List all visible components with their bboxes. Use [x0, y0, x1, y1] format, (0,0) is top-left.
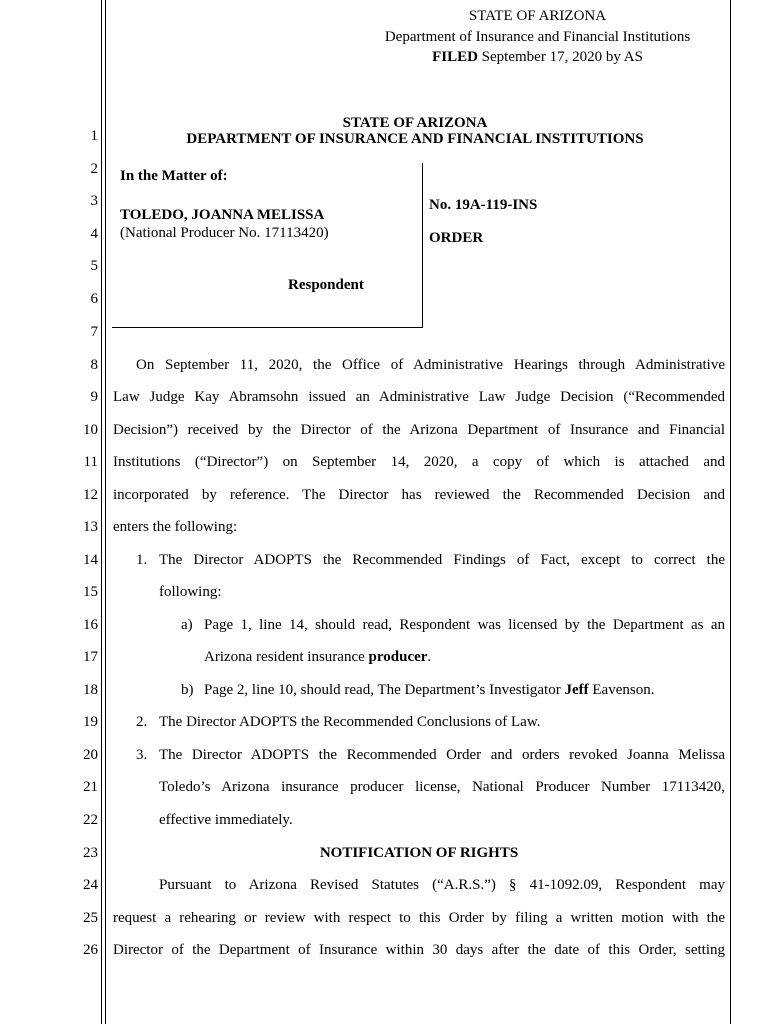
paragraph-line: Institutions (“Director”) on September 14, 2020, a copy of which is attached and	[113, 454, 725, 470]
line-number: 18	[83, 682, 98, 698]
caption-matter: In the Matter of:	[120, 168, 228, 184]
line-number: 12	[83, 487, 98, 503]
bold-correction: Jeff	[564, 682, 589, 698]
line-number: 5	[90, 258, 98, 274]
list-item-text: The Director ADOPTS the Recommended Conclusions of Law.	[159, 714, 541, 730]
stamp-filed	[350, 47, 725, 68]
caption-divider-horizontal	[112, 327, 423, 328]
line-number: 17	[83, 649, 98, 665]
document-type: ORDER	[429, 230, 484, 246]
caption-producer-number: (National Producer No. 17113420)	[120, 225, 329, 241]
filing-stamp	[350, 6, 725, 68]
left-margin-rule-inner	[105, 0, 106, 1024]
stamp-filed-date: September 17, 2020 by AS	[477, 49, 643, 65]
paragraph-line: Decision”) received by the Director of the Arizona Department of Insurance and Financial	[113, 422, 725, 438]
line-number: 21	[83, 779, 98, 795]
caption-respondent-name: TOLEDO, JOANNA MELISSA	[120, 207, 325, 223]
line-number: 16	[83, 617, 98, 633]
text-run: Arizona resident insurance	[204, 649, 369, 665]
list-item-text: The Director ADOPTS the Recommended Findings of Fact, except to correct the	[159, 552, 725, 568]
line-number: 4	[90, 226, 98, 242]
paragraph-line: Pursuant to Arizona Revised Statutes (“A.R.S.”) § 41-1092.09, Respondent may	[159, 877, 725, 893]
list-item-text: Toledo’s Arizona insurance producer license, National Producer Number 17113420,	[159, 779, 725, 795]
line-number: 19	[83, 714, 98, 730]
line-number: 23	[83, 845, 98, 861]
list-item-text: Page 1, line 14, should read, Respondent was licensed by the Department as an	[204, 617, 725, 633]
text-run: .	[427, 649, 432, 665]
line-number: 25	[83, 910, 98, 926]
header-state: STATE OF ARIZONA	[342, 115, 488, 131]
line-number: 26	[83, 942, 98, 958]
right-margin-rule	[730, 0, 731, 1024]
line-number: 11	[83, 454, 98, 470]
line-number: 3	[90, 193, 98, 209]
caption-role: Respondent	[288, 277, 364, 293]
line-number: 24	[83, 877, 98, 893]
line-number: 2	[90, 161, 98, 177]
line-number: 14	[83, 552, 98, 568]
line-number: 6	[90, 291, 98, 307]
list-marker: b)	[181, 682, 194, 698]
list-marker: a)	[181, 617, 193, 633]
list-item-text: effective immediately.	[159, 812, 293, 828]
list-item-text: The Director ADOPTS the Recommended Order and orders revoked Joanna Melissa	[159, 747, 725, 763]
caption-divider-vertical	[422, 163, 423, 328]
notification-heading: NOTIFICATION OF RIGHTS	[319, 845, 519, 861]
line-number: 1	[90, 128, 98, 144]
paragraph-line: Director of the Department of Insurance within 30 days after the date of this Order, setting	[113, 942, 725, 958]
text-run: Page 2, line 10, should read, The Department’s Investigator	[204, 682, 565, 698]
stamp-filed-label: FILED	[432, 49, 478, 65]
stamp-state: STATE OF ARIZONA	[468, 8, 607, 24]
paragraph-line: Law Judge Kay Abramsohn issued an Administrative Law Judge Decision (“Recommended	[113, 389, 725, 405]
line-number: 7	[90, 324, 98, 340]
text-run: Eavenson.	[588, 682, 655, 698]
paragraph-line: enters the following:	[113, 519, 238, 535]
bold-correction: producer	[368, 649, 428, 665]
line-number: 8	[90, 357, 98, 373]
list-marker: 1.	[136, 552, 148, 568]
paragraph-line: incorporated by reference. The Director has reviewed the Recommended Decision and	[113, 487, 725, 503]
case-number: No. 19A-119-INS	[429, 197, 538, 213]
stamp-department: Department of Insurance and Financial Institutions	[384, 28, 691, 45]
list-item-text: following:	[159, 584, 222, 600]
left-margin-rule-outer	[101, 0, 102, 1024]
line-number: 13	[83, 519, 98, 535]
line-number: 20	[83, 747, 98, 763]
line-number: 10	[83, 422, 98, 438]
line-number: 15	[83, 584, 98, 600]
line-number: 9	[90, 389, 98, 405]
list-marker: 2.	[136, 714, 148, 730]
header-department: DEPARTMENT OF INSURANCE AND FINANCIAL INSTITUTIONS	[186, 131, 644, 147]
paragraph-line: request a rehearing or review with respect to this Order by filing a written motion with the	[113, 910, 725, 926]
paragraph-line: On September 11, 2020, the Office of Administrative Hearings through Administrative	[136, 357, 725, 373]
line-number: 22	[83, 812, 98, 828]
list-marker: 3.	[136, 747, 148, 763]
list-item-text	[204, 648, 431, 666]
list-item-text	[204, 681, 654, 699]
